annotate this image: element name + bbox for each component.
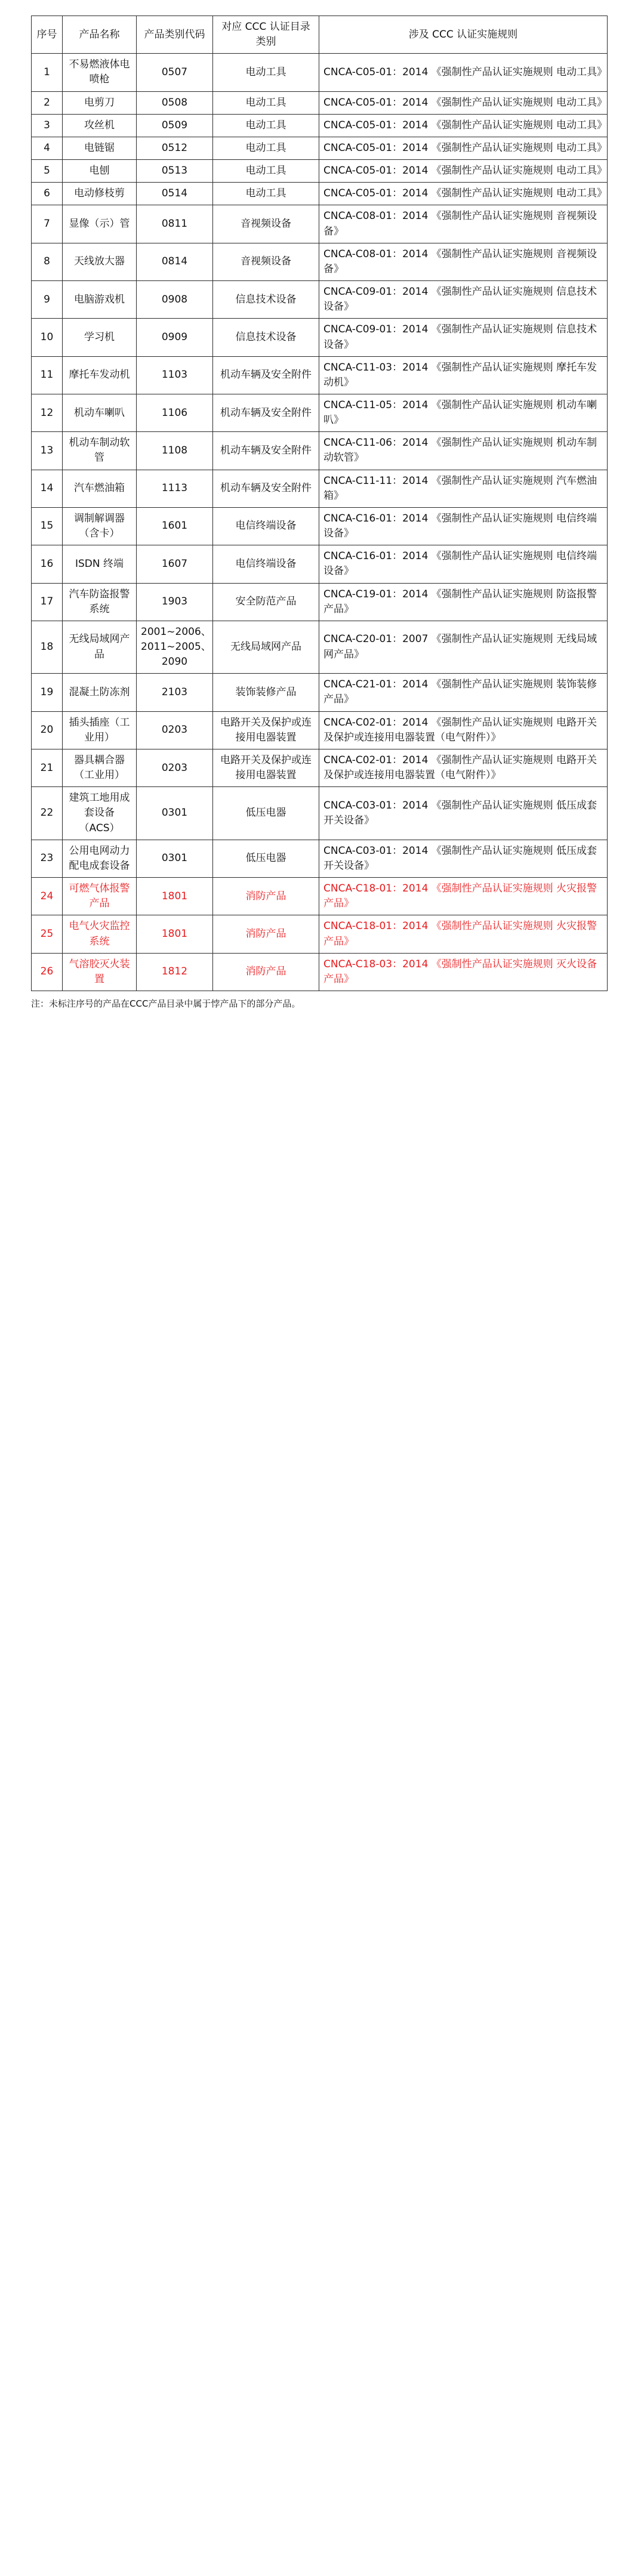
cell-index: 10 [32,319,63,356]
cell-index: 17 [32,583,63,621]
cell-product-name: 无线局域网产品 [63,621,137,673]
cell-index: 4 [32,137,63,159]
table-row [32,160,608,183]
cell-index: 18 [32,621,63,673]
cell-ccc-rule: CNCA-C08-01：2014 《强制性产品认证实施规则 音视频设备》 [319,243,608,280]
cell-ccc-rule: CNCA-C05-01：2014 《强制性产品认证实施规则 电动工具》 [319,54,608,91]
cell-ccc-category: 机动车辆及安全附件 [213,394,319,431]
column-header-product-name: 产品名称 [63,16,137,54]
cell-ccc-category: 音视频设备 [213,243,319,280]
table-row [32,583,608,621]
cell-product-code: 0512 [137,137,213,159]
table-row [32,621,608,673]
cell-ccc-category: 安全防范产品 [213,583,319,621]
table-row [32,711,608,749]
cell-index: 25 [32,915,63,953]
cell-ccc-rule: CNCA-C05-01：2014 《强制性产品认证实施规则 电动工具》 [319,160,608,183]
cell-ccc-category: 电动工具 [213,183,319,205]
cell-product-name: 调制解调器（含卡） [63,507,137,545]
cell-product-code: 2001~2006、2011~2005、2090 [137,621,213,673]
cell-product-name: 攻丝机 [63,114,137,137]
cell-index: 12 [32,394,63,431]
cell-ccc-rule: CNCA-C19-01：2014 《强制性产品认证实施规则 防盗报警产品》 [319,583,608,621]
cell-index: 3 [32,114,63,137]
cell-ccc-rule: CNCA-C03-01：2014 《强制性产品认证实施规则 低压成套开关设备》 [319,787,608,840]
ccc-product-table [31,16,608,991]
table-header [32,16,608,54]
cell-product-name: 公用电网动力配电成套设备 [63,840,137,877]
table-row [32,54,608,91]
cell-index: 6 [32,183,63,205]
cell-ccc-rule: CNCA-C18-01：2014 《强制性产品认证实施规则 火灾报警产品》 [319,878,608,915]
cell-ccc-rule: CNCA-C16-01：2014 《强制性产品认证实施规则 电信终端设备》 [319,507,608,545]
cell-product-name: ISDN 终端 [63,545,137,583]
cell-ccc-rule: CNCA-C11-03：2014 《强制性产品认证实施规则 摩托车发动机》 [319,356,608,394]
cell-product-name: 电刨 [63,160,137,183]
cell-product-code: 0301 [137,787,213,840]
cell-product-code: 0908 [137,281,213,319]
cell-ccc-category: 无线局域网产品 [213,621,319,673]
cell-product-name: 不易燃液体电喷枪 [63,54,137,91]
cell-product-name: 可燃气体报警产品 [63,878,137,915]
cell-product-code: 1106 [137,394,213,431]
table-row [32,281,608,319]
column-header-product-code: 产品类别代码 [137,16,213,54]
cell-ccc-category: 电动工具 [213,54,319,91]
cell-product-code: 0203 [137,749,213,786]
cell-product-code: 1103 [137,356,213,394]
cell-index: 14 [32,470,63,507]
cell-index: 19 [32,674,63,711]
cell-product-code: 1113 [137,470,213,507]
cell-ccc-category: 电动工具 [213,160,319,183]
table-row [32,840,608,877]
table-row [32,356,608,394]
cell-ccc-category: 音视频设备 [213,205,319,243]
cell-ccc-rule: CNCA-C05-01：2014 《强制性产品认证实施规则 电动工具》 [319,91,608,114]
cell-product-name: 气溶胶灭火装置 [63,953,137,991]
cell-ccc-rule: CNCA-C11-11：2014 《强制性产品认证实施规则 汽车燃油箱》 [319,470,608,507]
column-header-index: 序号 [32,16,63,54]
cell-product-name: 摩托车发动机 [63,356,137,394]
cell-product-code: 1903 [137,583,213,621]
table-row [32,137,608,159]
cell-product-code: 1812 [137,953,213,991]
table-row [32,545,608,583]
table-row [32,674,608,711]
cell-ccc-category: 电路开关及保护或连接用电器装置 [213,711,319,749]
cell-index: 1 [32,54,63,91]
table-row [32,243,608,280]
cell-ccc-rule: CNCA-C02-01：2014 《强制性产品认证实施规则 电路开关及保护或连接用电器装置（电气附件）》 [319,749,608,786]
cell-ccc-category: 机动车辆及安全附件 [213,432,319,470]
cell-product-name: 电剪刀 [63,91,137,114]
cell-index: 20 [32,711,63,749]
cell-product-name: 器具耦合器（工业用） [63,749,137,786]
cell-ccc-rule: CNCA-C05-01：2014 《强制性产品认证实施规则 电动工具》 [319,114,608,137]
column-header-ccc-category: 对应 CCC 认证目录类别 [213,16,319,54]
cell-ccc-category: 消防产品 [213,878,319,915]
table-row [32,394,608,431]
cell-index: 13 [32,432,63,470]
table-row [32,749,608,786]
cell-product-code: 0507 [137,54,213,91]
table-body [32,54,608,991]
cell-ccc-rule: CNCA-C20-01：2007 《强制性产品认证实施规则 无线局域网产品》 [319,621,608,673]
table-row [32,114,608,137]
cell-ccc-rule: CNCA-C11-05：2014 《强制性产品认证实施规则 机动车喇叭》 [319,394,608,431]
cell-ccc-rule: CNCA-C05-01：2014 《强制性产品认证实施规则 电动工具》 [319,137,608,159]
cell-ccc-category: 电信终端设备 [213,545,319,583]
cell-index: 26 [32,953,63,991]
cell-product-code: 1601 [137,507,213,545]
cell-index: 22 [32,787,63,840]
table-footnote: 注：未标注序号的产品在CCC产品目录中属于悖产品下的部分产品。 [31,998,301,1009]
cell-ccc-rule: CNCA-C02-01：2014 《强制性产品认证实施规则 电路开关及保护或连接用电器装置（电气附件）》 [319,711,608,749]
cell-index: 9 [32,281,63,319]
cell-product-name: 电动修枝剪 [63,183,137,205]
cell-ccc-rule: CNCA-C16-01：2014 《强制性产品认证实施规则 电信终端设备》 [319,545,608,583]
cell-product-code: 0513 [137,160,213,183]
cell-ccc-rule: CNCA-C11-06：2014 《强制性产品认证实施规则 机动车制动软管》 [319,432,608,470]
cell-ccc-rule: CNCA-C08-01：2014 《强制性产品认证实施规则 音视频设备》 [319,205,608,243]
cell-product-code: 1801 [137,878,213,915]
cell-ccc-category: 机动车辆及安全附件 [213,470,319,507]
cell-ccc-rule: CNCA-C05-01：2014 《强制性产品认证实施规则 电动工具》 [319,183,608,205]
table-row [32,915,608,953]
cell-ccc-category: 信息技术设备 [213,319,319,356]
cell-ccc-category: 电动工具 [213,137,319,159]
cell-product-code: 2103 [137,674,213,711]
cell-product-name: 汽车燃油箱 [63,470,137,507]
cell-index: 5 [32,160,63,183]
cell-index: 7 [32,205,63,243]
table-row [32,953,608,991]
cell-product-code: 0203 [137,711,213,749]
cell-product-name: 电链锯 [63,137,137,159]
cell-product-name: 建筑工地用成套设备（ACS） [63,787,137,840]
cell-index: 11 [32,356,63,394]
table-row [32,205,608,243]
cell-ccc-category: 电动工具 [213,91,319,114]
column-header-ccc-rule: 涉及 CCC 认证实施规则 [319,16,608,54]
cell-product-name: 汽车防盗报警系统 [63,583,137,621]
cell-product-code: 1801 [137,915,213,953]
table-row [32,319,608,356]
cell-ccc-category: 电路开关及保护或连接用电器装置 [213,749,319,786]
cell-ccc-category: 低压电器 [213,840,319,877]
cell-product-name: 天线放大器 [63,243,137,280]
cell-ccc-category: 消防产品 [213,953,319,991]
cell-index: 8 [32,243,63,280]
table-row [32,91,608,114]
cell-index: 2 [32,91,63,114]
cell-ccc-category: 电动工具 [213,114,319,137]
cell-ccc-rule: CNCA-C21-01：2014 《强制性产品认证实施规则 装饰装修产品》 [319,674,608,711]
cell-product-name: 插头插座（工业用） [63,711,137,749]
cell-product-code: 0814 [137,243,213,280]
cell-ccc-rule: CNCA-C03-01：2014 《强制性产品认证实施规则 低压成套开关设备》 [319,840,608,877]
cell-ccc-rule: CNCA-C09-01：2014 《强制性产品认证实施规则 信息技术设备》 [319,319,608,356]
table-row [32,432,608,470]
cell-product-name: 电脑游戏机 [63,281,137,319]
cell-product-name: 混凝土防冻剂 [63,674,137,711]
cell-product-code: 1607 [137,545,213,583]
cell-product-name: 显像（示）管 [63,205,137,243]
cell-index: 24 [32,878,63,915]
table-row [32,470,608,507]
cell-ccc-category: 装饰装修产品 [213,674,319,711]
cell-product-name: 机动车制动软管 [63,432,137,470]
cell-product-code: 0909 [137,319,213,356]
cell-ccc-category: 机动车辆及安全附件 [213,356,319,394]
cell-index: 21 [32,749,63,786]
cell-ccc-category: 低压电器 [213,787,319,840]
cell-ccc-rule: CNCA-C18-01：2014 《强制性产品认证实施规则 火灾报警产品》 [319,915,608,953]
cell-product-code: 0514 [137,183,213,205]
cell-product-code: 0508 [137,91,213,114]
cell-ccc-category: 信息技术设备 [213,281,319,319]
cell-product-code: 0509 [137,114,213,137]
table-header-row [32,16,608,54]
table-row [32,878,608,915]
cell-product-name: 机动车喇叭 [63,394,137,431]
cell-product-code: 0811 [137,205,213,243]
cell-index: 15 [32,507,63,545]
table-row [32,507,608,545]
cell-product-code: 0301 [137,840,213,877]
cell-ccc-category: 电信终端设备 [213,507,319,545]
cell-product-name: 学习机 [63,319,137,356]
cell-ccc-rule: CNCA-C18-03：2014 《强制性产品认证实施规则 灭火设备产品》 [319,953,608,991]
cell-index: 23 [32,840,63,877]
table-row [32,183,608,205]
cell-product-name: 电气火灾监控系统 [63,915,137,953]
table-row [32,787,608,840]
cell-index: 16 [32,545,63,583]
cell-ccc-category: 消防产品 [213,915,319,953]
cell-ccc-rule: CNCA-C09-01：2014 《强制性产品认证实施规则 信息技术设备》 [319,281,608,319]
cell-product-code: 1108 [137,432,213,470]
